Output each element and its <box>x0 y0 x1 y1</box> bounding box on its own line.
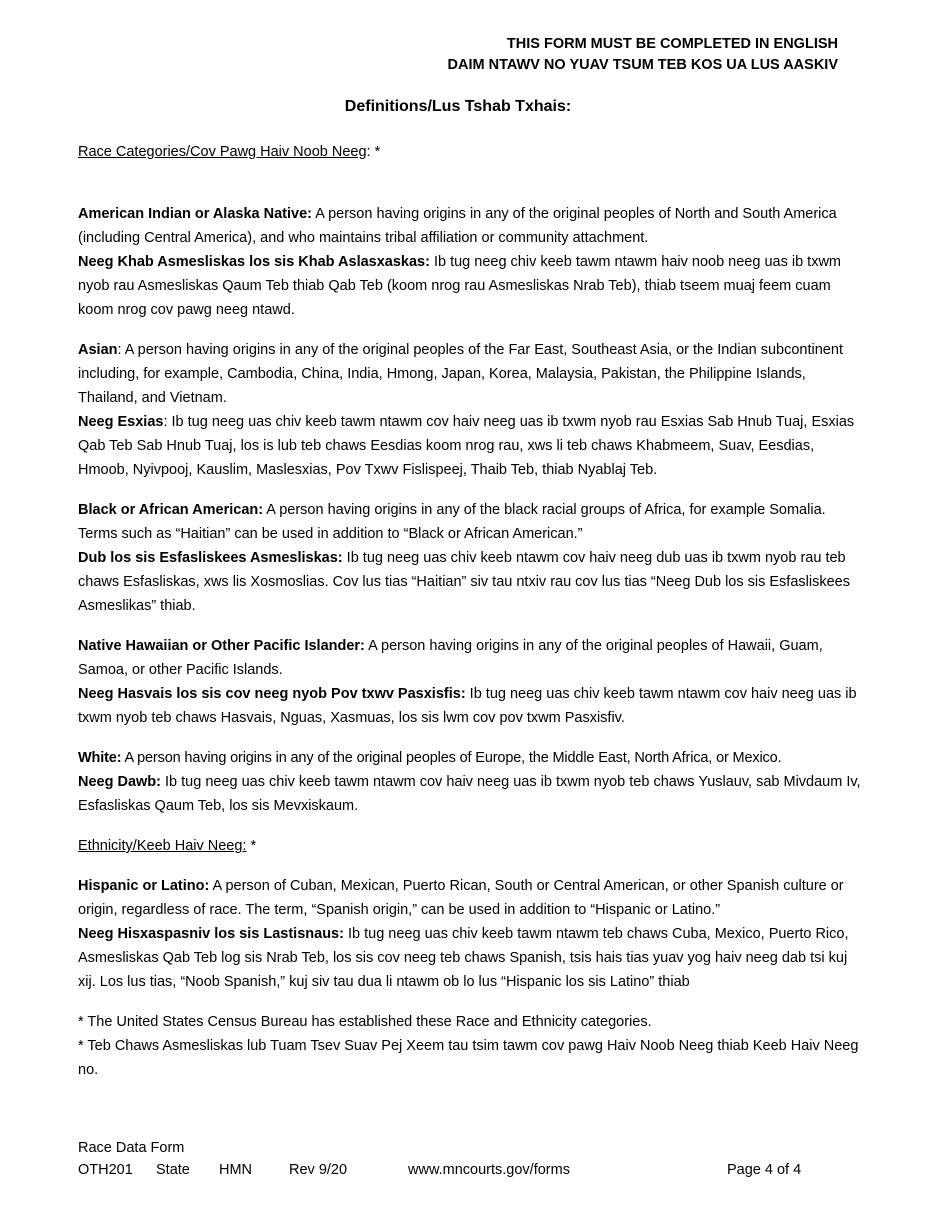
definition-block <box>78 338 868 482</box>
definition-term: Neeg Dawb: <box>78 774 161 790</box>
definition-term: Neeg Hasvais los sis cov neeg nyob Pov txwv Pasxisfis: <box>78 686 466 702</box>
definition-term: Native Hawaiian or Other Pacific Islander: <box>78 638 365 654</box>
definition-term: Hispanic or Latino: <box>78 878 210 894</box>
definition-term: Dub los sis Esfasliskees Asmesliskas: <box>78 550 343 566</box>
definition-text: Ib tug neeg uas chiv keeb tawm ntawm cov haiv neeg uas ib txwm nyob teb chaws Yuslauv, sab Mivdaum Iv, Esfasliskas Qaum Teb, los sis Mevxiskaum. <box>78 774 861 814</box>
definition-hmong <box>78 250 868 322</box>
definition-english <box>78 746 868 770</box>
definition-text: A person having origins in any of the original peoples of Hawaii, Guam, Samoa, or other Pacific Islands. <box>78 638 823 678</box>
definition-english <box>78 498 868 546</box>
language-notice <box>448 34 838 76</box>
language-notice-english: THIS FORM MUST BE COMPLETED IN ENGLISH <box>506 36 838 52</box>
definition-text: : A person having origins in any of the original peoples of the Far East, Southeast Asia, or the Indian subcontinent including, for example, Cambodia, China, India, Hmong, Japan, Korea, Malaysia, Pakistan, the Philippine Islands, Thailand, and Vietnam. <box>78 342 843 406</box>
definition-block <box>78 202 868 322</box>
census-notes <box>78 1010 868 1082</box>
page-footer <box>78 1137 818 1181</box>
definition-block <box>78 498 868 618</box>
definition-term: Neeg Esxias <box>78 414 164 430</box>
definition-text: A person having origins in any of the black racial groups of Africa, for example Somalia. Terms such as “Haitian” can be used in addition to “Black or African American.” <box>78 502 826 542</box>
definition-hmong <box>78 410 868 482</box>
census-note-hmong: * Teb Chaws Asmesliskas lub Tuam Tsev Suav Pej Xeem tau tsim tawm cov pawg Haiv Noob Neeg thiab Keeb Haiv Neeg no. <box>78 1038 859 1078</box>
definition-text: Ib tug neeg uas chiv keeb tawm ntawm teb chaws Cuba, Mexico, Puerto Rico, Asmesliskas Qab Teb log sis Nrab Teb, los sis cov neeg teb chaws Spanish, tsis hais tias yuav yog haiv neeg dab tsi kuj xij. Los lus tias, “Noob Spanish,” kuj siv tau dua li ntawm ob lo lus “Hispanic los sis Latino” thiab <box>78 926 849 990</box>
definition-text: Ib tug neeg uas chiv keeb tawm ntawm cov haiv neeg uas ib txwm nyob teb chaws Hasvais, Nguas, Xasmuas, los sis lwm cov pov txwm Pasxisfiv. <box>78 686 857 726</box>
definition-hmong <box>78 922 868 994</box>
footer-form-code: OTH201 <box>78 1162 133 1178</box>
definition-text: A person of Cuban, Mexican, Puerto Rican, South or Central American, or other Spanish culture or origin, regardless of race. The term, “Spanish origin,” can be used in addition to “Hispanic or Latino.” <box>78 878 844 918</box>
census-note-english: * The United States Census Bureau has established these Race and Ethnicity categories. <box>78 1014 652 1030</box>
definition-term: White: <box>78 750 122 766</box>
race-categories-suffix: : * <box>366 144 381 160</box>
definition-english <box>78 338 868 410</box>
definition-english <box>78 634 868 682</box>
footer-revision: Rev 9/20 <box>289 1162 348 1178</box>
ethnicity-suffix: * <box>246 838 257 854</box>
definition-text: Ib tug neeg chiv keeb tawm ntawm haiv noob neeg uas ib txwm nyob rau Asmesliskas Qaum Teb thiab Qab Teb (koom nrog rau Asmesliskas Nrab Teb), thiab tseem muaj feem cuam koom nrog cov pawg neeg ntawd. <box>78 254 841 318</box>
footer-url[interactable]: www.mncourts.gov/forms <box>408 1162 570 1178</box>
footer-form-name: Race Data Form <box>78 1140 185 1156</box>
definition-hmong <box>78 546 868 618</box>
definition-text: A person having origins in any of the original peoples of North and South America (including Central America), and who maintains tribal affiliation or community attachment. <box>78 206 837 246</box>
ethnicity-heading <box>78 834 868 858</box>
definition-text: A person having origins in any of the original peoples of Europe, the Middle East, North Africa, or Mexico. <box>121 750 782 766</box>
race-categories-heading <box>78 140 868 164</box>
definition-term: American Indian or Alaska Native: <box>78 206 312 222</box>
page-title: Definitions/Lus Tshab Txhais: <box>344 98 572 115</box>
definition-text: Ib tug neeg uas chiv keeb ntawm cov haiv neeg dub uas ib txwm nyob rau teb chaws Esfasliskas, xws lis Xosmoslias. Cov lus tias “Haitian” siv tau ntxiv rau cov lus tias “Neeg Dub los sis Esfasliskees Asmeslikas” thiab. <box>78 550 850 614</box>
definition-term: Asian <box>78 342 118 358</box>
footer-language: HMN <box>219 1162 253 1178</box>
definition-term: Black or African American: <box>78 502 264 518</box>
footer-page-number: Page 4 of 4 <box>727 1162 802 1178</box>
race-categories-label: Race Categories/Cov Pawg Haiv Noob Neeg <box>78 144 367 160</box>
definition-english <box>78 202 868 250</box>
definition-block <box>78 874 868 994</box>
definition-term: Neeg Khab Asmesliskas los sis Khab Aslasxaskas: <box>78 254 430 270</box>
ethnicity-label: Ethnicity/Keeb Haiv Neeg: <box>78 838 247 854</box>
footer-jurisdiction: State <box>156 1162 190 1178</box>
definition-hmong <box>78 682 868 730</box>
definition-block <box>78 634 868 730</box>
definition-term: Neeg Hisxaspasniv los sis Lastisnaus: <box>78 926 344 942</box>
language-notice-hmong: DAIM NTAWV NO YUAV TSUM TEB KOS UA LUS AASKIV <box>447 57 838 73</box>
definitions-body <box>78 140 868 1082</box>
definition-english <box>78 874 868 922</box>
definition-hmong <box>78 770 868 818</box>
definition-text: : Ib tug neeg uas chiv keeb tawm ntawm cov haiv neeg uas ib txwm nyob rau Esxias Sab Hnub Tuaj, Esxias Qab Teb Sab Hnub Tuaj, los is lub teb chaws Eesdias koom nrog rau, xws li teb chaws Khabmeem, Suav, Eesdias, Hmoob, Nyivpooj, Kauslim, Maslesxias, Pov Txwv Fislispeej, Thaib Teb, thiab Nyablaj Teb. <box>78 414 855 478</box>
definition-block <box>78 746 868 818</box>
